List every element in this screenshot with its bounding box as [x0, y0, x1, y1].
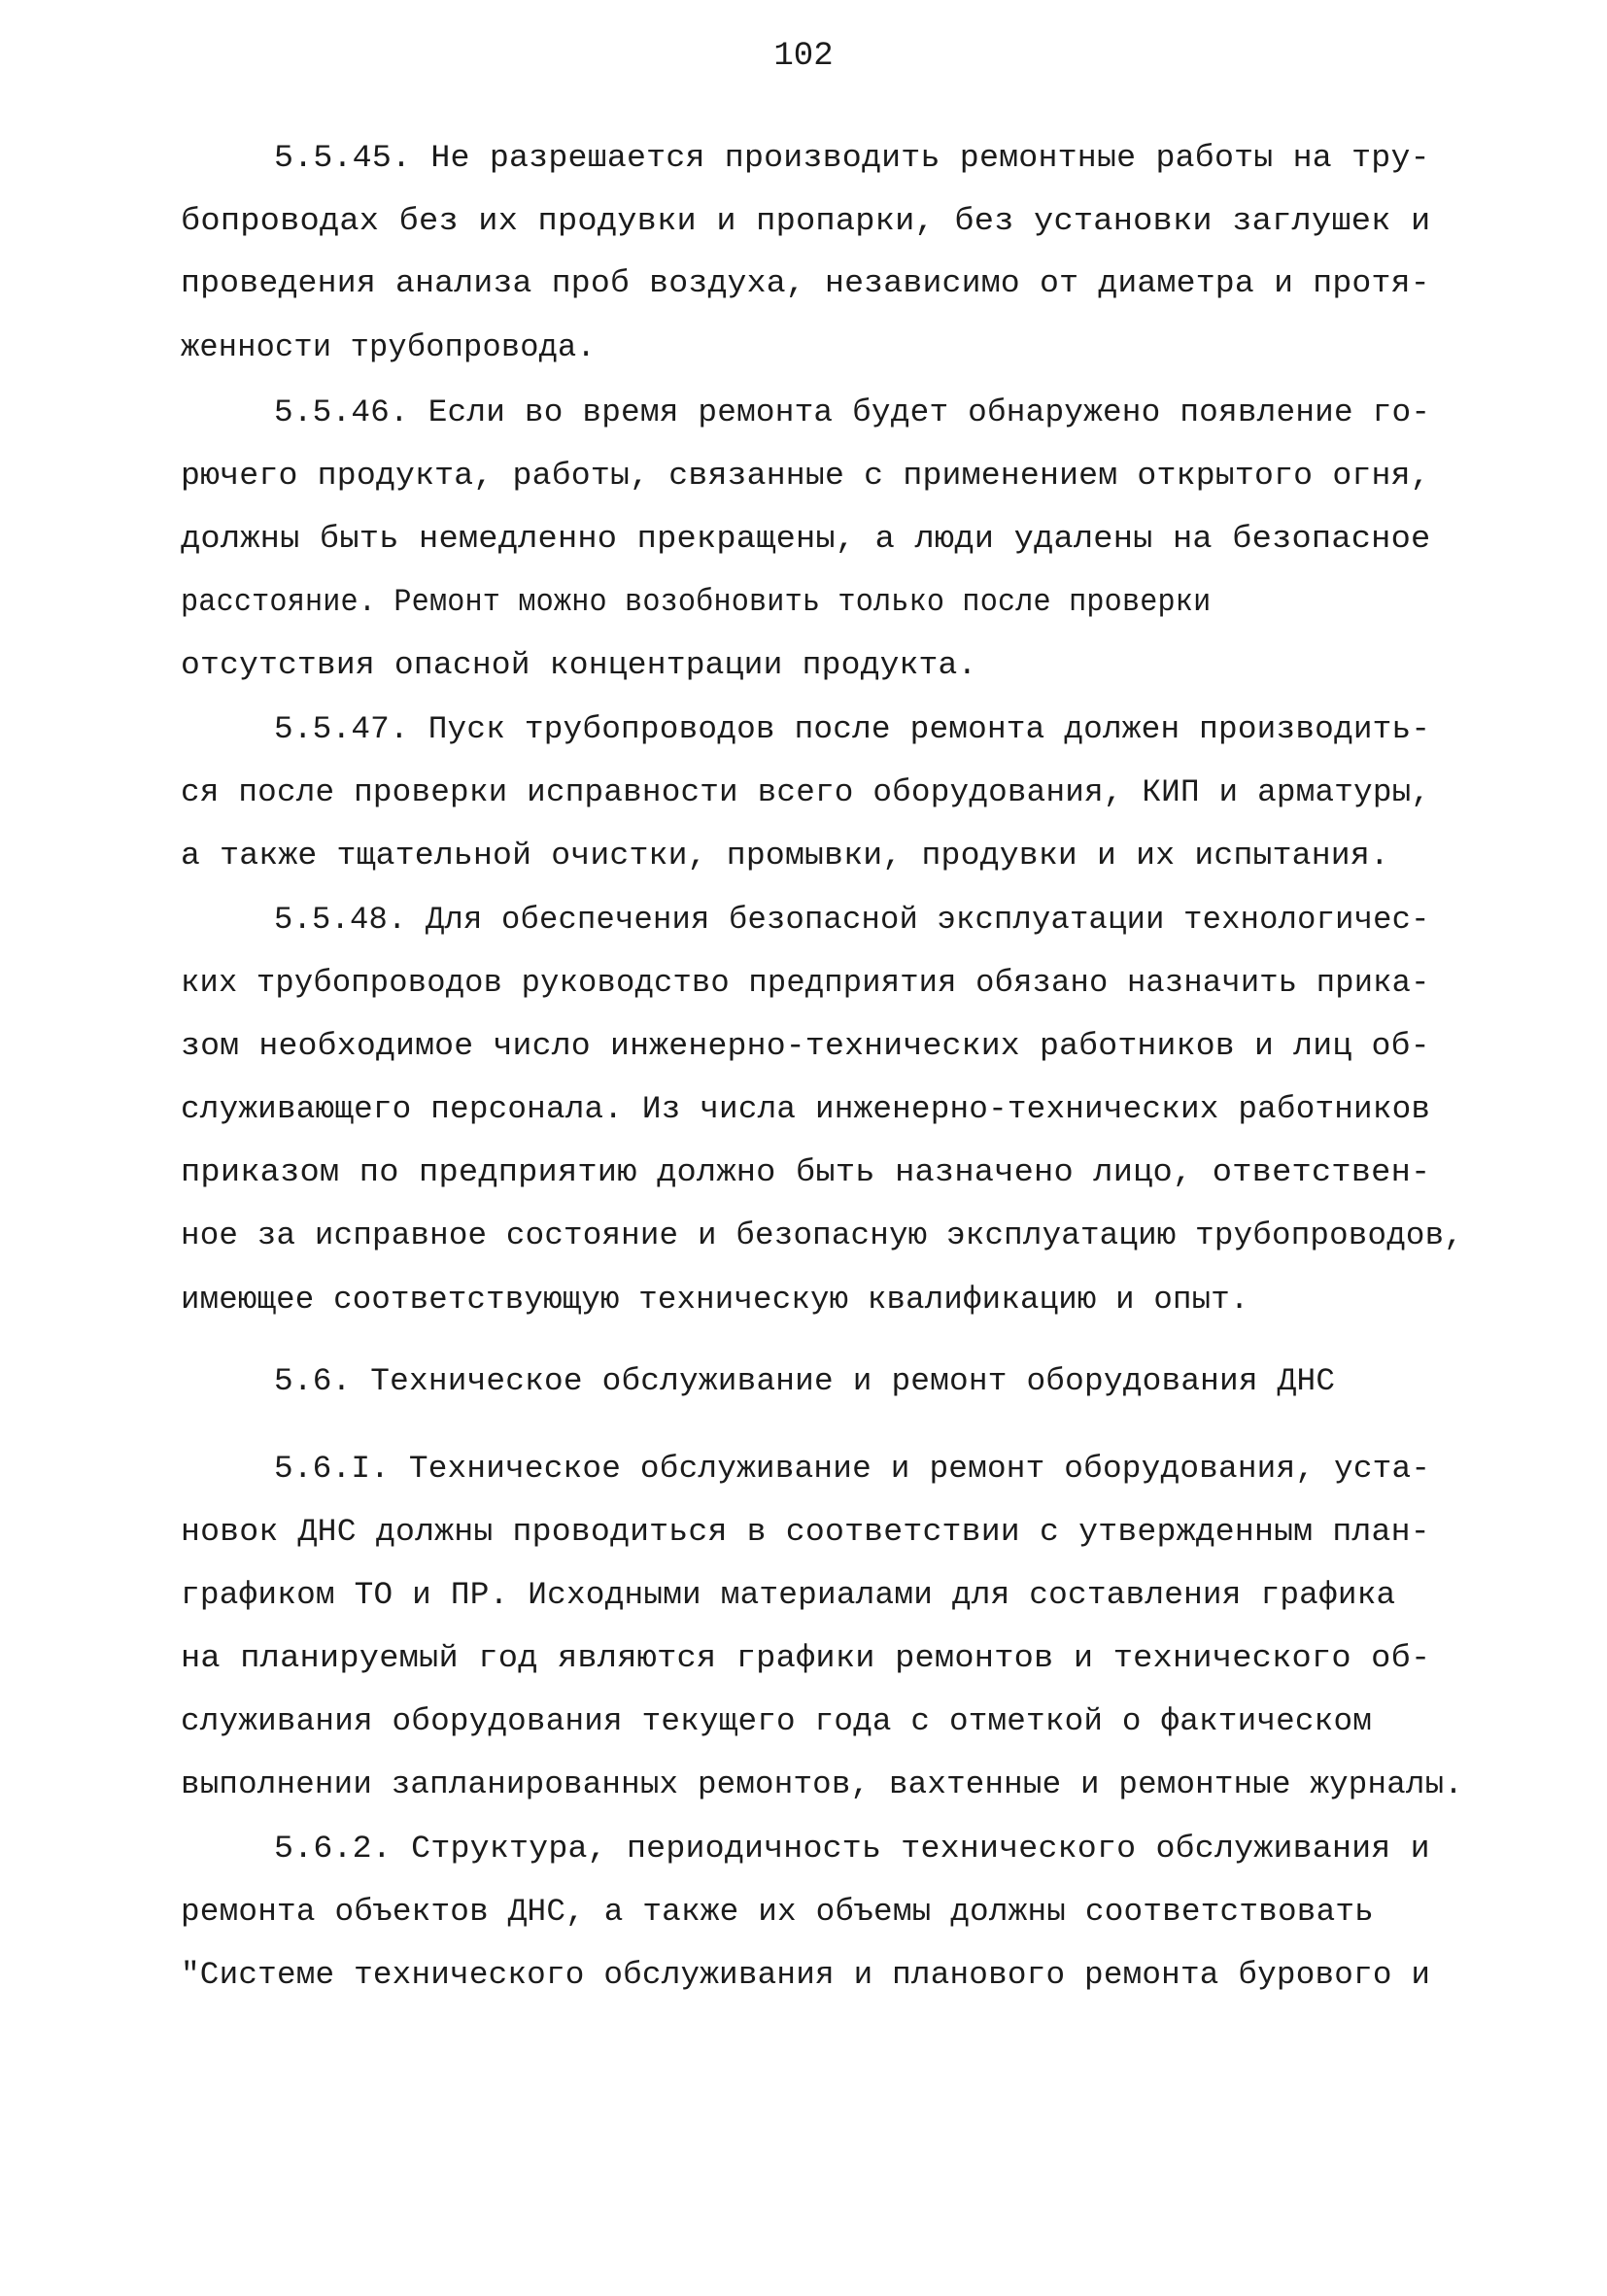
page-number: 102 [773, 38, 834, 75]
section-heading: 5.6. Техническое обслуживание и ремонт оборудования ДНС [274, 1363, 1336, 1399]
text-line: расстояние. Ремонт можно возобновить только после проверки [181, 584, 1212, 620]
text-line: ное за исправное состояние и безопасную эксплуатацию трубопроводов, [181, 1217, 1464, 1253]
text-line: ких трубопроводов руководство предприятия обязано назначить прика- [181, 965, 1430, 1001]
text-line: на планируемый год являются графики ремонтов и технического об- [181, 1640, 1431, 1676]
text-line: 5.5.47. Пуск трубопроводов после ремонта должен производить- [274, 711, 1431, 747]
text-line: 5.6.2. Структура, периодичность технического обслуживания и [274, 1831, 1430, 1867]
text-line: приказом по предприятию должно быть назначено лицо, ответствен- [181, 1154, 1431, 1190]
text-line: бопроводах без их продувки и пропарки, без установки заглушек и [181, 203, 1431, 239]
text-line: зом необходимое число инженерно-технических работников и лиц об- [181, 1028, 1430, 1064]
text-line: имеющее соответствующую техническую квалификацию и опыт. [181, 1282, 1249, 1318]
text-line: служивающего персонала. Из числа инженерно-технических работников [181, 1091, 1431, 1127]
text-line: 5.5.46. Если во время ремонта будет обнаружено появление го- [274, 394, 1431, 430]
text-line: графиком ТО и ПР. Исходными материалами для составления графика [181, 1577, 1396, 1613]
text-line: ся после проверки исправности всего оборудования, КИП и арматуры, [181, 774, 1431, 810]
text-line: выполнении запланированных ремонтов, вахтенные и ремонтные журналы. [181, 1766, 1464, 1802]
text-line: а также тщательной очистки, промывки, продувки и их испытания. [181, 838, 1389, 874]
text-line: служивания оборудования текущего года с отметкой о фактическом [181, 1703, 1372, 1739]
text-line: ремонта объектов ДНС, а также их объемы должны соответствовать [181, 1894, 1374, 1930]
text-line: женности трубопровода. [181, 329, 596, 365]
text-line: "Системе технического обслуживания и планового ремонта бурового и [181, 1957, 1431, 1993]
text-line: 5.6.I. Техническое обслуживание и ремонт оборудования, уста- [274, 1451, 1431, 1487]
text-line: 5.5.48. Для обеспечения безопасной эксплуатации технологичес- [274, 902, 1430, 938]
text-line: должны быть немедленно прекращены, а люди удалены на безопасное [181, 521, 1431, 557]
text-line: проведения анализа проб воздуха, независимо от диаметра и протя- [181, 265, 1430, 301]
text-line: новок ДНС должны проводиться в соответствии с утвержденным план- [181, 1514, 1430, 1550]
text-line: рючего продукта, работы, связанные с применением открытого огня, [181, 458, 1430, 494]
text-line: отсутствия опасной концентрации продукта. [181, 647, 977, 683]
text-line: 5.5.45. Не разрешается производить ремонтные работы на тру- [274, 140, 1430, 176]
